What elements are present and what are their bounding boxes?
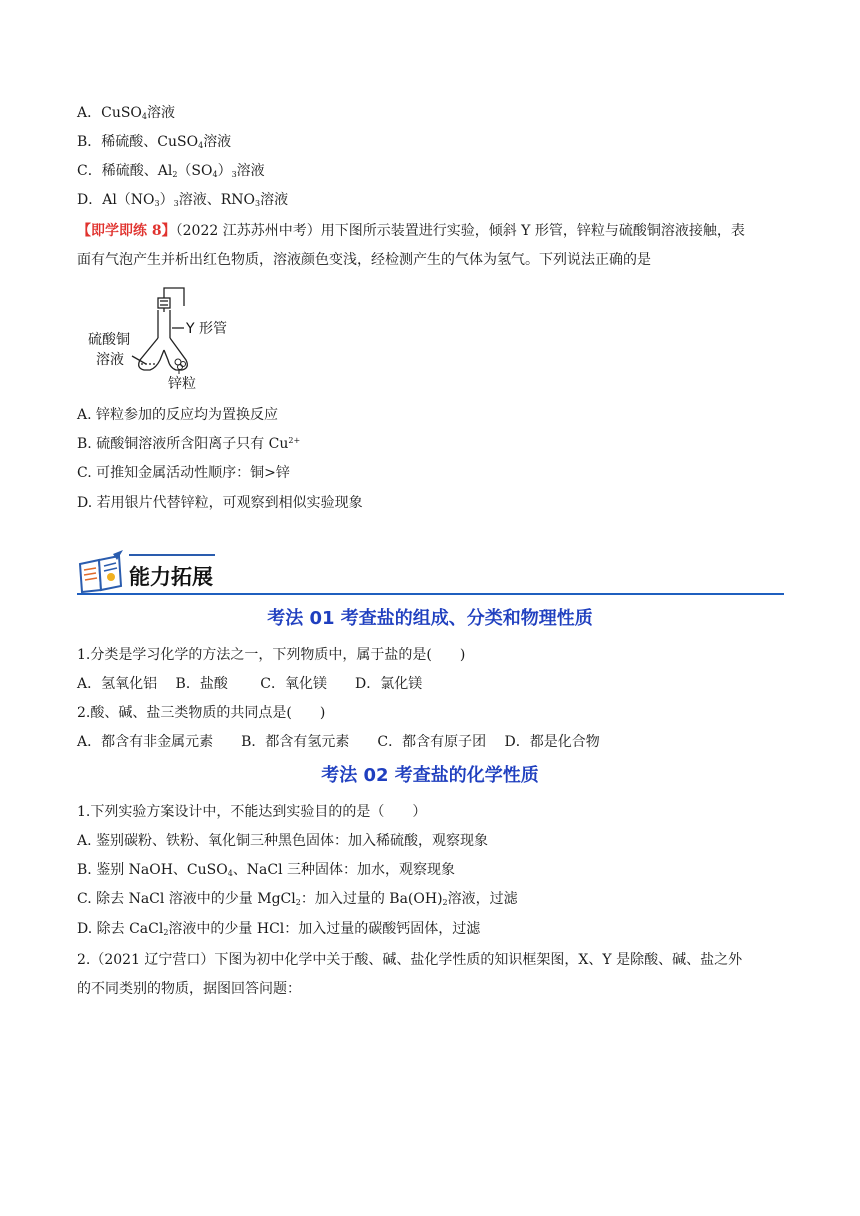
practice8-stem-line2: 面有气泡产生并析出红色物质，溶液颜色变浅，经检测产生的气体为氢气。下列说法正确的是 (77, 252, 651, 268)
option-b: B．稀硫酸、CuSO$_4$溶液 (77, 134, 232, 150)
open-book-icon (77, 550, 125, 596)
method02-q2-line1: 2.（2021 辽宁营口）下图为初中化学中关于酸、碱、盐化学性质的知识框架图，X、Y 是除酸、碱、盐之外 (77, 952, 743, 968)
method02-q2-line2: 的不同类别的物质，据图回答问题： (77, 981, 301, 997)
method01-q1-options: A．氢氧化铝 B．盐酸 C．氧化镁 D．氯化镁 (77, 676, 423, 692)
practice8-option-d: D. 若用银片代替锌粒，可观察到相似实验现象 (77, 495, 363, 511)
practice8-stem-line1: 【即学即练 8】（2022 江苏苏州中考）用下图所示装置进行实验，倾斜 Y 形管，锌粒与硫酸铜溶液接触，表 (77, 223, 745, 239)
label-y-tube: Y 形管 (186, 321, 228, 337)
section-banner (77, 550, 784, 596)
method01-heading: 考法 01 考查盐的组成、分类和物理性质 (267, 608, 593, 629)
option-d: D．$Al(NO_3)_3$溶液、$RNO_3$溶液 (77, 192, 289, 208)
section-title: 能力拓展 (129, 565, 213, 589)
method01-q2: 2.酸、碱、盐三类物质的共同点是( ) (77, 705, 326, 721)
method02-option-d: D. 除去 CaCl$_2$溶液中的少量 HCl：加入过量的碳酸钙固体，过滤 (77, 921, 481, 937)
method02-heading: 考法 02 考查盐的化学性质 (321, 765, 539, 786)
option-c: C．稀硫酸、$Al_2(SO_4)_3$溶液 (77, 163, 265, 179)
practice8-option-b: B. 硫酸铜溶液所含阳离子只有 $Cu^{2+}$ (77, 436, 301, 452)
section-underline (77, 593, 784, 595)
title-overline (129, 554, 215, 556)
method02-option-b: B. 鉴别 NaOH、CuSO$_4$、NaCl 三种固体：加水，观察现象 (77, 862, 456, 878)
method02-q1: 1.下列实验方案设计中，不能达到实验目的的是（ ） (77, 804, 427, 820)
label-copper-sulfate: 硫酸铜 (88, 332, 130, 348)
practice8-option-a: A. 锌粒参加的反应均为置换反应 (77, 407, 279, 423)
y-tube-diagram (84, 282, 244, 392)
method01-q2-options: A．都含有非金属元素 B．都含有氢元素 C．都含有原子团 D．都是化合物 (77, 734, 600, 750)
practice8-tag: 【即学即练 8】 (77, 223, 176, 239)
method02-option-c: C. 除去 NaCl 溶液中的少量 MgCl$_2$：加入过量的 $Ba(OH)_2$溶液，过滤 (77, 891, 518, 907)
label-zinc: 锌粒 (168, 376, 196, 392)
label-solution: 溶液 (96, 352, 124, 368)
option-a: A．CuSO$_4$溶液 (77, 105, 176, 121)
method01-q1: 1.分类是学习化学的方法之一，下列物质中，属于盐的是( ) (77, 647, 466, 663)
practice8-option-c: C. 可推知金属活动性顺序：铜>锌 (77, 465, 290, 481)
method02-option-a: A. 鉴别碳粉、铁粉、氧化铜三种黑色固体：加入稀硫酸，观察现象 (77, 833, 489, 849)
